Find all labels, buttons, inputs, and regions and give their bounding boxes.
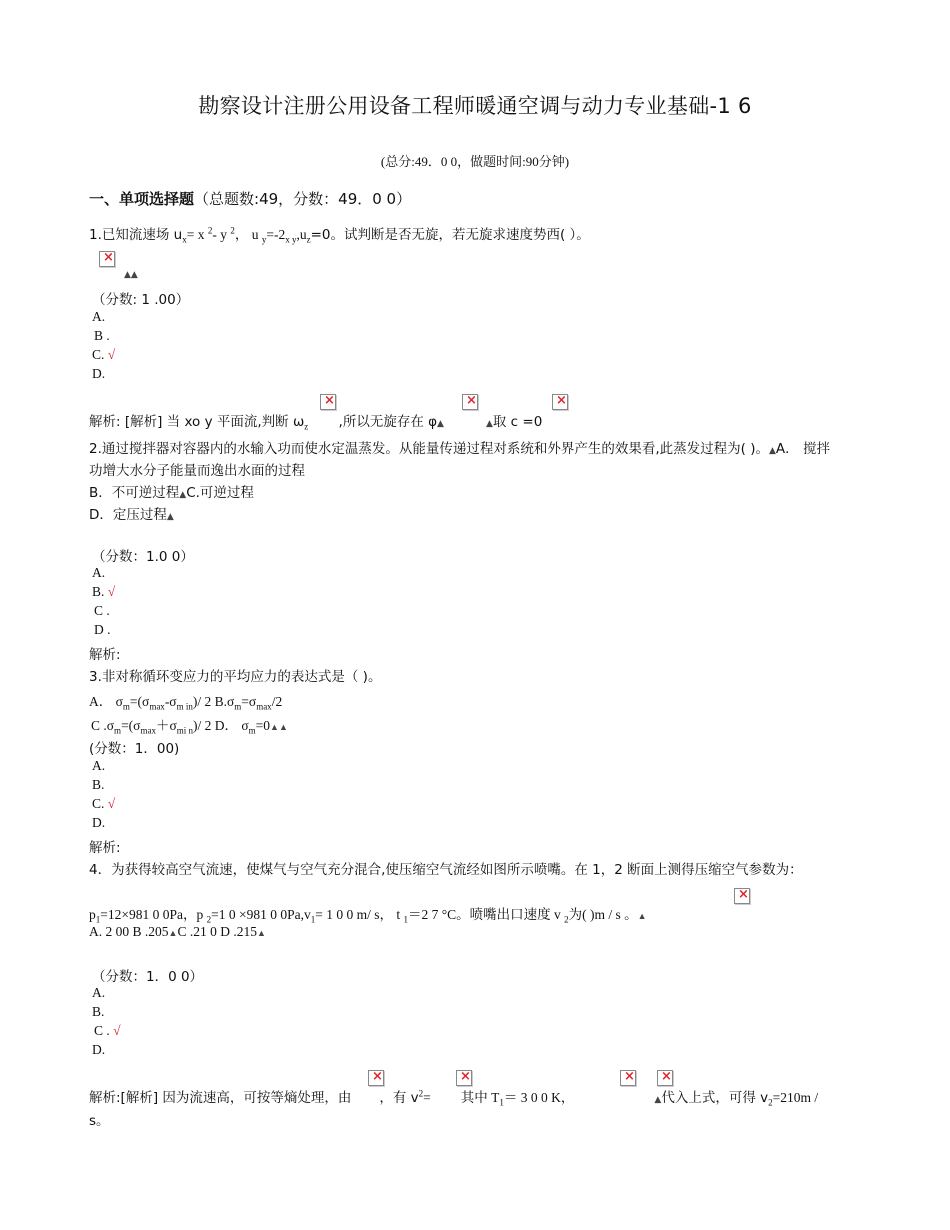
q1-analysis-c: 取 c =0 [492,414,543,430]
q3-a-2: =(σ [129,694,150,709]
broken-image-icon [320,394,336,410]
anchor-marker-icon: ▲▲ [270,722,288,732]
q2-option-c[interactable]: C . [94,603,110,618]
q3-a-sub-min: m in [176,701,193,712]
q3-a-6: /2 [271,694,283,709]
q2-choice-b: B．不可逆过程 [89,485,180,501]
q3-c-3: ＋σ [155,718,177,733]
q2-option-a[interactable]: A. [92,565,106,580]
broken-image-icon [552,394,568,410]
anchor-marker-icon: ▲ [637,911,647,921]
q4-sub-1a: 1 [95,914,101,925]
q3-c-2: =(σ [121,718,141,733]
anchor-marker-icon: ▲ [485,419,493,429]
anchor-marker-icon: ▲ [168,928,178,938]
anchor-marker-icon: ▲ [654,1095,662,1105]
q1-stem-e: =-2 [266,227,286,242]
q4-score: （分数：1．0 0） [92,969,204,985]
anchor-marker-icon: ▲ [166,512,174,522]
q1-sub-x: x [182,234,187,245]
q3-b-sub-m: m [234,701,242,712]
anchor-marker-icon: ▲▲ [124,270,138,280]
anchor-marker-icon: ▲ [256,928,266,938]
q3-a-5: =σ [241,694,257,709]
broken-image-icon [368,1070,384,1086]
section-heading-rest: （总题数:49，分数：49．0 0） [194,190,412,208]
q2-option-b[interactable] [92,584,115,600]
q4-analysis-a: 解析:[解析] 因为流速高，可按等熵处理，由 [89,1090,352,1106]
q1-stem-c: - y [212,227,231,242]
correct-check-icon: √ [107,584,116,599]
q2-stem-line2: 功增大水分子能量而逸出水面的过程 [89,463,305,479]
q4-choices [89,924,266,940]
q4-analysis-b: ，有 v [379,1090,419,1106]
q4-option-c[interactable] [94,1023,121,1039]
q3-c-1: C .σ [91,718,115,733]
q1-stem-h: =0。试判断是否无旋，若无旋求速度势西( ）。 [310,227,590,243]
q3-analysis: 解析: [89,840,121,856]
q3-option-c[interactable] [92,796,115,812]
q1-option-a[interactable]: A. [92,309,106,324]
q1-sub-z: z [306,234,311,245]
q3-c-4: )/ 2 D． σ [193,718,249,733]
q4-sub-v2: 2 [768,1097,773,1108]
q4-p-d: = 1 0 0 m/ s， t [315,907,404,922]
document-title: 勘察设计注册公用设备工程师暖通空调与动力专业基础-1 6 [198,94,752,118]
q4-analysis-d: 其中 T [460,1090,500,1105]
q4-p-c: =1 0 ×981 0 0Pa,v [211,907,311,922]
q4-p-b: =12×981 0 0Pa，p [100,907,207,922]
q4-p-e: ＝2 7 °C。喷嘴出口速度 v [407,907,565,922]
q4-sup-2: 2 [418,1088,424,1099]
q1-sub-y: y [261,234,267,245]
q4-option-b[interactable]: B. [92,1004,105,1019]
q1-option-c[interactable] [92,347,115,363]
q4-option-a[interactable]: A. [92,985,106,1000]
q3-choices-ab [89,690,282,712]
section-heading-bold: 一、单项选择题 [89,190,195,208]
q2-choices-bc [89,481,254,501]
q2-score: （分数：1.0 0） [92,549,194,565]
q1-option-d[interactable]: D. [92,366,106,381]
correct-check-icon: √ [113,1023,121,1038]
q2-stem-text: 2.通过搅拌器对容器内的水输入功而使水定温蒸发。从能量传递过程对系统和外界产生的效果看,此蒸发过程为( )。 [89,441,769,457]
q3-a-1: A． σ [89,694,123,709]
correct-check-icon: √ [107,796,116,811]
q4-p-f: 为( )m / s 。 [568,907,638,922]
q4-choices-ab: A. 2 00 B .205 [89,924,169,939]
q4-sub-1b: 1 [310,914,316,925]
q3-d-sub-m: m [248,725,256,736]
q3-c-sub-max: max [140,725,156,736]
q1-sup-2a: 2 [207,225,213,236]
q4-analysis-end: s。 [89,1113,110,1129]
q1-stem-b: = x [186,227,208,242]
exam-meta: (总分:49．0 0，做题时间:90分钟) [380,154,570,169]
q2-stem [89,437,830,457]
q1-score: （分数: 1 .00） [92,292,190,308]
broken-image-icon [734,888,750,904]
q1-sup-2b: 2 [230,225,235,236]
q1-stem-d: ， u [234,227,262,242]
q4-sub-2b: 2 [564,914,569,925]
broken-image-icon [99,251,115,267]
q3-stem: 3.非对称循环变应力的平均应力的表达式是（ )。 [89,669,382,685]
q4-option-d[interactable]: D. [92,1042,106,1057]
q1-analysis-sub-z: z [304,421,309,432]
q3-a-sub-m: m [122,701,130,712]
q3-a-sub-max: max [149,701,165,712]
q3-b-sub-max: max [256,701,272,712]
q4-sub-t1: 1 [499,1097,504,1108]
q4-choices-cd: C .21 0 D .215 [177,924,257,939]
q2-analysis: 解析: [89,647,121,663]
q3-choices-cd [91,714,288,736]
q4-analysis-c: = [423,1090,431,1105]
broken-image-icon [462,394,478,410]
q4-analysis-e: ＝ 3 0 0 K， [503,1090,575,1105]
q4-analysis [89,1086,818,1108]
q2-stem-tail: A． 搅拌 [775,441,830,457]
q1-analysis-b: ,所以无旋存在 φ [334,414,438,430]
q1-option-c-label: C. [92,347,105,362]
q2-choice-d-text: D．定压过程 [89,507,167,523]
correct-check-icon: √ [107,347,116,362]
q3-option-a[interactable]: A. [92,758,106,773]
broken-image-icon [657,1070,673,1086]
q3-score: (分数：1．00) [89,741,180,757]
q4-analysis-f: 代入上式，可得 v [661,1090,769,1106]
q2-choice-c: C.可逆过程 [186,485,254,501]
q4-option-c-label: C . [94,1023,110,1038]
q4-p-a: p [89,907,96,922]
q3-option-c-label: C. [92,796,105,811]
q3-c-sub-min: mi n [176,725,193,736]
q2-choice-d [89,503,174,523]
q4-stem: 4．为获得较高空气流速，使煤气与空气充分混合,使压缩空气流经如图所示喷嘴。在 1，2 断面上测得压缩空气参数为： [89,862,803,878]
q1-analysis [89,410,542,432]
q4-sub-1c: 1 [403,914,408,925]
q3-option-d[interactable]: D. [92,815,106,830]
q3-c-sub-m: m [114,725,122,736]
q3-a-3: -σ [164,694,177,709]
q3-a-4: )/ 2 B.σ [192,694,235,709]
broken-image-icon [620,1070,636,1086]
q1-stem-a: 1.已知流速场 u [89,227,183,243]
q1-sub-xy: x y [285,234,297,245]
q1-analysis-a: 解析: [解析] 当 xo y 平面流,判断 ω [89,414,305,430]
q2-option-b-label: B. [92,584,105,599]
q4-params [89,903,647,925]
q2-option-d[interactable]: D . [94,622,111,637]
q4-sub-2a: 2 [206,914,212,925]
broken-image-icon [456,1070,472,1086]
q1-stem-g: ,u [296,227,307,242]
q3-option-b[interactable]: B. [92,777,105,792]
anchor-marker-icon: ▲ [437,419,444,429]
q1-option-b[interactable]: B . [94,328,110,343]
q4-analysis-g: =210m / [772,1090,819,1105]
anchor-marker-icon: ▲ [179,490,187,500]
q3-c-5: =0 [255,718,271,733]
anchor-marker-icon: ▲ [769,446,776,456]
section-heading [89,188,411,209]
q1-stem [89,223,590,245]
